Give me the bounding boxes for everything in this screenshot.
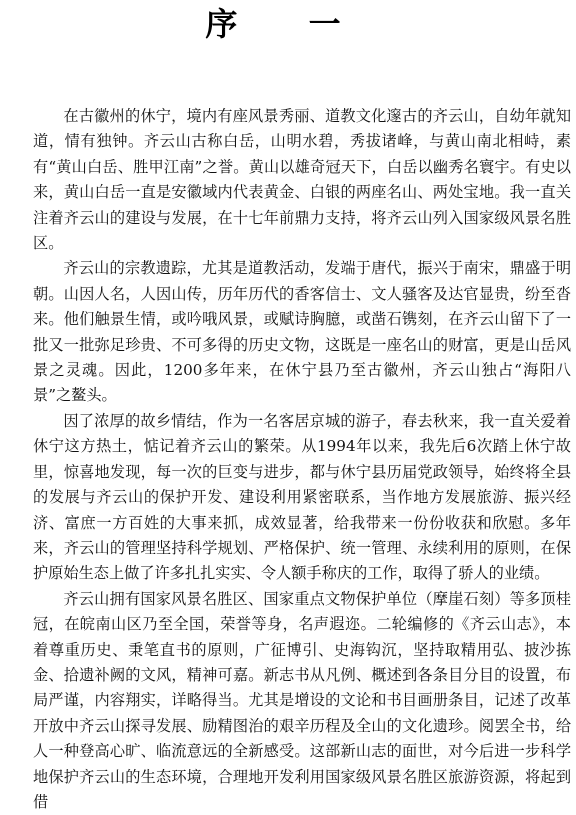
paragraph-1: 在古徽州的休宁，境内有座风景秀丽、道教文化邃古的齐云山，自幼年就知道，情有独钟。齐云山古称白岳，山明水碧，秀拔诸峰，与黄山南北相峙，素有“黄山白岳、胜甲江南”之誉。黄山以雄奇冠天下，白岳以幽秀名寰宇。有史以来，黄山白岳一直是安徽域内代表黄金、白银的两座名山、两处宝地。我一直关注着齐云山的建设与发展，在十七年前鼎力支持，将齐云山列入国家级风景名胜区。 [33,107,571,253]
body-text [33,104,571,815]
paragraph-2: 齐云山的宗教遗踪，尤其是道教活动，发端于唐代，振兴于南宋，鼎盛于明朝。山因人名，人因山传，历年历代的香客信士、文人骚客及达官显贵，纷至沓来。他们触景生情，或吟哦风景，或赋诗胸臆，或凿石镌刻，在齐云山留下了一批又一批弥足珍贵、不可多得的历史文物，这既是一座名山的财富，更是山岳风景之灵魂。因此，1200多年来，在休宁县乃至古徽州，齐云山独占“海阳八景”之鳌头。 [33,259,571,405]
page-title: 序 一 [205,5,371,43]
paragraph-4: 齐云山拥有国家风景名胜区、国家重点文物保护单位（摩崖石刻）等多顶桂冠，在皖南山区乃至全国，荣誉等身，名声遐迩。二轮编修的《齐云山志》，本着尊重历史、秉笔直书的原则，广征博引、史海钩沉，坚持取精用弘、披沙拣金、拾遗补阙的文风，精神可嘉。新志书从凡例、概述到各条目分目的设置，布局严谨，内容翔实，详略得当。尤其是增设的文论和书目画册条目，记述了改革开放中齐云山探寻发展、励精图治的艰辛历程及全山的文化遗珍。阅罢全书，给人一种登高心旷、临流意远的全新感受。这部新山志的面世，对今后进一步科学地保护齐云山的生态环境，合理地开发利用国家级风景名胜区旅游资源，将起到借 [33,589,571,811]
paragraph-3: 因了浓厚的故乡情结，作为一名客居京城的游子，春去秋来，我一直关爱着休宁这方热土，惦记着齐云山的繁荣。从1994年以来，我先后6次踏上休宁故里，惊喜地发现，每一次的巨变与进步，都与休宁县历届党政领导，始终将全县的发展与齐云山的保护开发、建设利用紧密联系，当作地方发展旅游、振兴经济、富庶一方百姓的大事来抓，成效显著，给我带来一份份收获和欣慰。多年来，齐云山的管理坚持科学规划、严格保护、统一管理、永续利用的原则，在保护原始生态上做了许多扎扎实实、令人额手称庆的工作，取得了骄人的业绩。 [33,411,571,583]
